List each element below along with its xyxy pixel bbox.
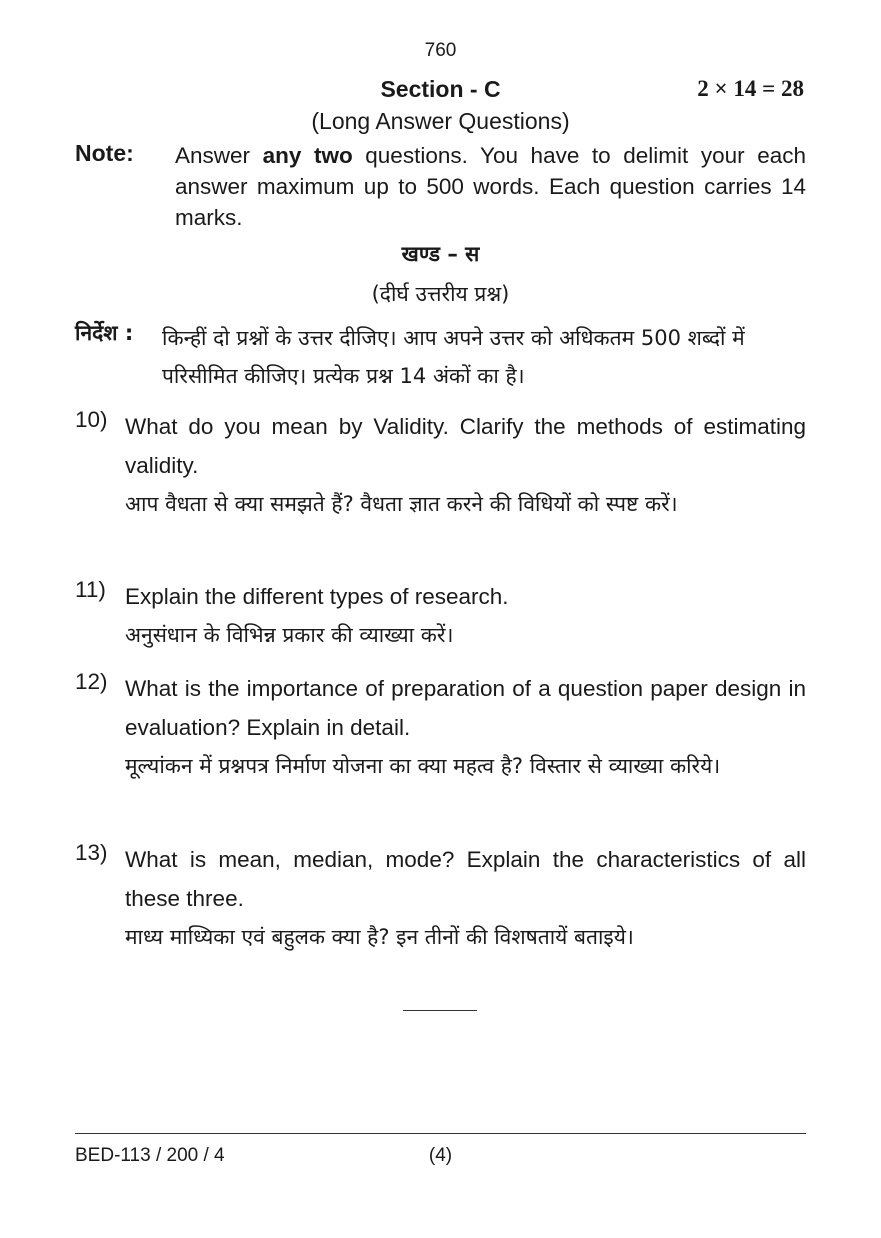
note-text-before: Answer	[175, 143, 263, 168]
question-12	[125, 669, 806, 786]
question-hindi: मूल्यांकन में प्रश्नपत्र निर्माण योजना का क्या महत्व है? विस्तार से व्याख्या करिये।	[125, 754, 721, 778]
footer-code: BED-113 / 200 / 4	[75, 1145, 225, 1166]
question-11	[125, 577, 806, 655]
footer-page: (4)	[428, 1145, 453, 1166]
note-label: Note:	[75, 140, 134, 166]
hindi-section-title: खण्ड – स	[401, 242, 480, 266]
question-hindi: अनुसंधान के विभिन्न प्रकार की व्याख्या करें।	[125, 623, 454, 647]
question-english: Explain the different types of research.	[125, 584, 509, 609]
note-text	[175, 140, 806, 233]
question-10	[125, 407, 806, 524]
question-13	[125, 840, 806, 957]
question-english: What is the importance of preparation of a question paper design in evaluation? Explain in detail.	[125, 676, 806, 740]
question-number: 13)	[75, 840, 108, 865]
page-number: 760	[424, 40, 457, 61]
section-marks: 2 × 14 = 28	[697, 76, 804, 101]
note-text-after: questions. You have to delimit your each answer maximum up to 500 words. Each question carries 14 marks.	[175, 143, 806, 230]
hindi-note-text: किन्हीं दो प्रश्नों के उत्तर दीजिए। आप अपने उत्तर को अधिकतम 500 शब्दों में परिसीमित कीजिए। प्रत्येक प्रश्न 14 अंकों का है।	[162, 326, 745, 388]
question-hindi: आप वैधता से क्या समझते हैं? वैधता ज्ञात करने की विधियों को स्पष्ट करें।	[125, 492, 678, 516]
question-hindi: माध्य माध्यिका एवं बहुलक क्या है? इन तीनों की विशषतायें बताइये।	[125, 925, 634, 949]
hindi-section-subtitle: (दीर्घ उत्तरीय प्रश्न)	[371, 282, 510, 306]
hindi-note-label: निर्देश :	[75, 321, 134, 345]
question-number: 12)	[75, 669, 108, 694]
question-number: 10)	[75, 407, 108, 432]
question-english: What do you mean by Validity. Clarify the methods of estimating validity.	[125, 414, 806, 478]
section-subtitle: (Long Answer Questions)	[311, 108, 570, 134]
footer-rule	[75, 1133, 806, 1134]
question-number: 11)	[75, 577, 106, 602]
question-english: What is mean, median, mode? Explain the characteristics of all these three.	[125, 847, 806, 911]
end-divider	[403, 1010, 477, 1011]
note-text-bold: any two	[262, 143, 353, 168]
section-title: Section - C	[380, 76, 501, 102]
